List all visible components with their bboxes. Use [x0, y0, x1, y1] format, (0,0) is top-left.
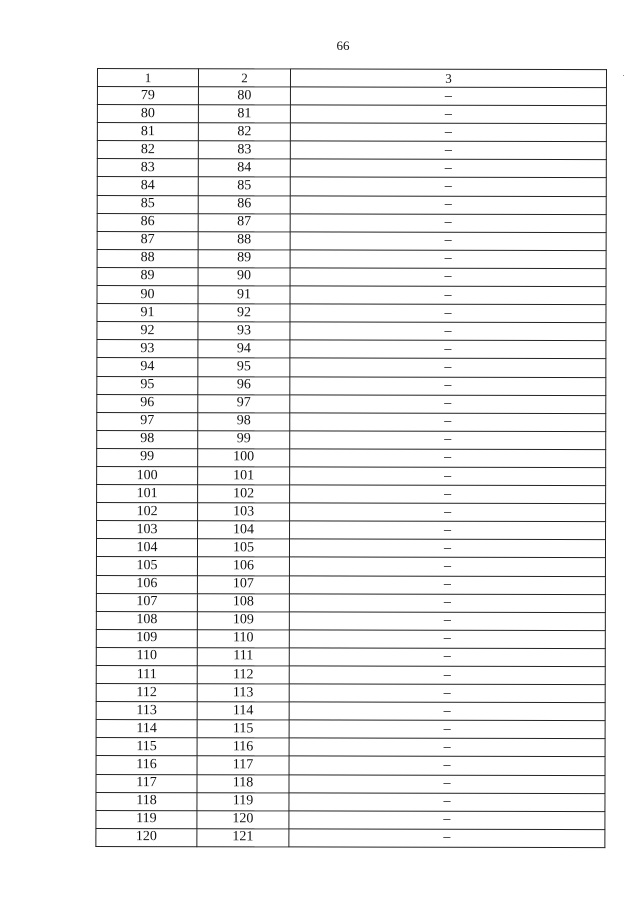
cell-col2: 99: [198, 430, 290, 448]
cell-col2: 92: [198, 304, 290, 322]
cell-col1: 104: [96, 539, 197, 557]
table-row: [96, 647, 605, 666]
cell-col3: –: [290, 394, 606, 413]
cell-col2: 82: [198, 123, 290, 141]
cell-col2: 86: [198, 195, 290, 213]
table-row: [97, 177, 606, 196]
column-header-2: 2: [198, 69, 290, 87]
table-row: [96, 738, 605, 757]
cell-col1: 106: [96, 575, 197, 593]
cell-col2: 83: [198, 141, 290, 159]
table-row: [97, 322, 606, 341]
cell-col3: –: [289, 756, 605, 775]
cell-col3: –: [290, 467, 606, 486]
cell-col3: –: [290, 413, 606, 432]
table-row: [96, 539, 605, 558]
table-row: [96, 774, 605, 793]
cell-col2: 120: [197, 810, 289, 828]
cell-col2: 91: [198, 286, 290, 304]
cell-col1: 80: [97, 105, 198, 123]
cell-col3: –: [289, 738, 605, 757]
cell-col3: –: [290, 214, 606, 233]
cell-col1: 111: [96, 665, 197, 683]
table-row: [96, 810, 605, 829]
table-row: [97, 503, 606, 522]
table-row: [97, 304, 606, 323]
cell-col2: 113: [197, 684, 289, 702]
cell-col1: 101: [97, 485, 198, 503]
cell-col3: –: [290, 322, 606, 341]
cell-col1: 107: [96, 593, 197, 611]
cell-col3: –: [290, 87, 606, 106]
cell-col1: 120: [96, 828, 197, 846]
cell-col2: 97: [198, 394, 290, 412]
cell-col3: –: [290, 250, 606, 269]
cell-col3: –: [290, 376, 606, 395]
table-row: [96, 665, 605, 684]
cell-col3: –: [290, 340, 606, 359]
cell-col1: 110: [96, 647, 197, 665]
table-row: [96, 792, 605, 811]
cell-col3: –: [290, 304, 606, 323]
table-row: [97, 394, 606, 413]
cell-col1: 97: [97, 412, 198, 430]
cell-col2: 94: [198, 340, 290, 358]
cell-col2: 87: [198, 213, 290, 231]
column-header-3: 3: [290, 69, 606, 88]
cell-col3: –: [290, 195, 606, 214]
cell-col2: 93: [198, 322, 290, 340]
cell-col3: –: [290, 268, 606, 287]
cell-col1: 113: [96, 702, 197, 720]
cell-col1: 93: [97, 340, 198, 358]
table-row: [97, 286, 606, 305]
cell-col1: 98: [97, 430, 198, 448]
table-row: [96, 720, 605, 739]
cell-col1: 102: [97, 503, 198, 521]
cell-col3: –: [289, 594, 605, 613]
table-row: [97, 105, 606, 124]
cell-col1: 108: [96, 611, 197, 629]
cell-col2: 95: [198, 358, 290, 376]
cell-col1: 96: [97, 394, 198, 412]
table-row: [97, 141, 606, 160]
cell-col2: 101: [198, 467, 290, 485]
table-row: [97, 267, 606, 286]
cell-col2: 105: [197, 539, 289, 557]
cell-col2: 121: [197, 829, 289, 847]
cell-col2: 116: [197, 738, 289, 756]
cell-col1: 86: [97, 213, 198, 231]
cell-col3: –: [289, 630, 605, 649]
table-row: [96, 575, 605, 594]
cell-col1: 92: [97, 322, 198, 340]
cell-col3: –: [290, 503, 606, 522]
cell-col2: 80: [198, 87, 290, 105]
cell-col1: 112: [96, 684, 197, 702]
cell-col2: 115: [197, 720, 289, 738]
cell-col1: 91: [97, 304, 198, 322]
table-row: [96, 828, 605, 847]
cell-col2: 96: [198, 376, 290, 394]
cell-col1: 88: [97, 249, 198, 267]
table-row: [97, 466, 606, 485]
cell-col3: –: [290, 521, 606, 540]
cell-col2: 100: [198, 449, 290, 467]
cell-col1: 95: [97, 376, 198, 394]
header-row: [97, 69, 606, 88]
cell-col2: 117: [197, 756, 289, 774]
table-row: [97, 123, 606, 142]
cell-col1: 118: [96, 792, 197, 810]
table-row: [96, 629, 605, 648]
cell-col3: –: [289, 612, 605, 631]
cell-col3: –: [289, 774, 605, 793]
cell-col2: 114: [197, 702, 289, 720]
table-row: [97, 159, 606, 178]
cell-col1: 82: [97, 141, 198, 159]
cell-col2: 84: [198, 159, 290, 177]
cell-col3: –: [289, 793, 605, 812]
table-row: [97, 195, 606, 214]
cell-col2: 119: [197, 792, 289, 810]
scan-speck: [623, 75, 624, 76]
page-number: 66: [336, 38, 350, 53]
cell-col2: 107: [197, 575, 289, 593]
cell-col3: –: [290, 141, 606, 160]
cell-col1: 119: [96, 810, 197, 828]
cell-col3: –: [289, 829, 605, 848]
cell-col2: 118: [197, 774, 289, 792]
cell-col2: 88: [198, 231, 290, 249]
cell-col2: 103: [198, 503, 290, 521]
table-row: [96, 557, 605, 576]
cell-col2: 81: [198, 105, 290, 123]
cell-col3: –: [290, 177, 606, 196]
cell-col1: 85: [97, 195, 198, 213]
data-table: [95, 68, 607, 848]
cell-col2: 112: [197, 666, 289, 684]
cell-col3: –: [289, 539, 605, 558]
table-header: [97, 69, 606, 88]
table-row: [97, 358, 606, 377]
cell-col1: 87: [97, 231, 198, 249]
table-row: [97, 430, 606, 449]
table-row: [97, 87, 606, 106]
cell-col2: 106: [197, 557, 289, 575]
cell-col3: –: [290, 286, 606, 305]
cell-col3: –: [289, 557, 605, 576]
cell-col2: 108: [197, 593, 289, 611]
cell-col1: 83: [97, 159, 198, 177]
table-body: [96, 87, 607, 848]
cell-col1: 109: [96, 629, 197, 647]
table-row: [96, 611, 605, 630]
table-row: [97, 412, 606, 431]
cell-col1: 114: [96, 720, 197, 738]
cell-col3: –: [290, 431, 606, 450]
table-row: [96, 593, 605, 612]
table-row: [97, 448, 606, 467]
cell-col3: –: [290, 358, 606, 377]
table-row: [97, 249, 606, 268]
cell-col1: 89: [97, 267, 198, 285]
table-row: [97, 521, 606, 540]
cell-col2: 110: [197, 630, 289, 648]
cell-col3: –: [289, 575, 605, 594]
cell-col2: 89: [198, 250, 290, 268]
table-row: [96, 702, 605, 721]
cell-col2: 102: [198, 485, 290, 503]
table-row: [97, 231, 606, 250]
cell-col3: –: [289, 648, 605, 667]
column-header-1: 1: [97, 69, 198, 87]
cell-col1: 90: [97, 286, 198, 304]
cell-col3: –: [289, 811, 605, 830]
cell-col1: 94: [97, 358, 198, 376]
cell-col2: 98: [198, 412, 290, 430]
cell-col3: –: [290, 159, 606, 178]
cell-col3: –: [290, 485, 606, 504]
cell-col1: 117: [96, 774, 197, 792]
table-row: [97, 485, 606, 504]
cell-col3: –: [290, 449, 606, 468]
table-row: [97, 340, 606, 359]
table-row: [96, 684, 605, 703]
table-row: [97, 376, 606, 395]
cell-col1: 115: [96, 738, 197, 756]
table-row: [97, 213, 606, 232]
cell-col1: 79: [97, 87, 198, 105]
cell-col1: 116: [96, 756, 197, 774]
cell-col3: –: [290, 123, 606, 142]
cell-col3: –: [290, 232, 606, 251]
cell-col2: 109: [197, 611, 289, 629]
cell-col3: –: [290, 105, 606, 124]
cell-col1: 81: [97, 123, 198, 141]
cell-col3: –: [289, 684, 605, 703]
cell-col1: 84: [97, 177, 198, 195]
cell-col1: 103: [97, 521, 198, 539]
cell-col2: 90: [198, 268, 290, 286]
cell-col2: 85: [198, 177, 290, 195]
cell-col2: 111: [197, 648, 289, 666]
cell-col1: 99: [97, 448, 198, 466]
table-row: [96, 756, 605, 775]
cell-col3: –: [289, 666, 605, 685]
cell-col3: –: [289, 702, 605, 721]
cell-col1: 105: [96, 557, 197, 575]
cell-col2: 104: [198, 521, 290, 539]
cell-col3: –: [289, 720, 605, 739]
cell-col1: 100: [97, 466, 198, 484]
